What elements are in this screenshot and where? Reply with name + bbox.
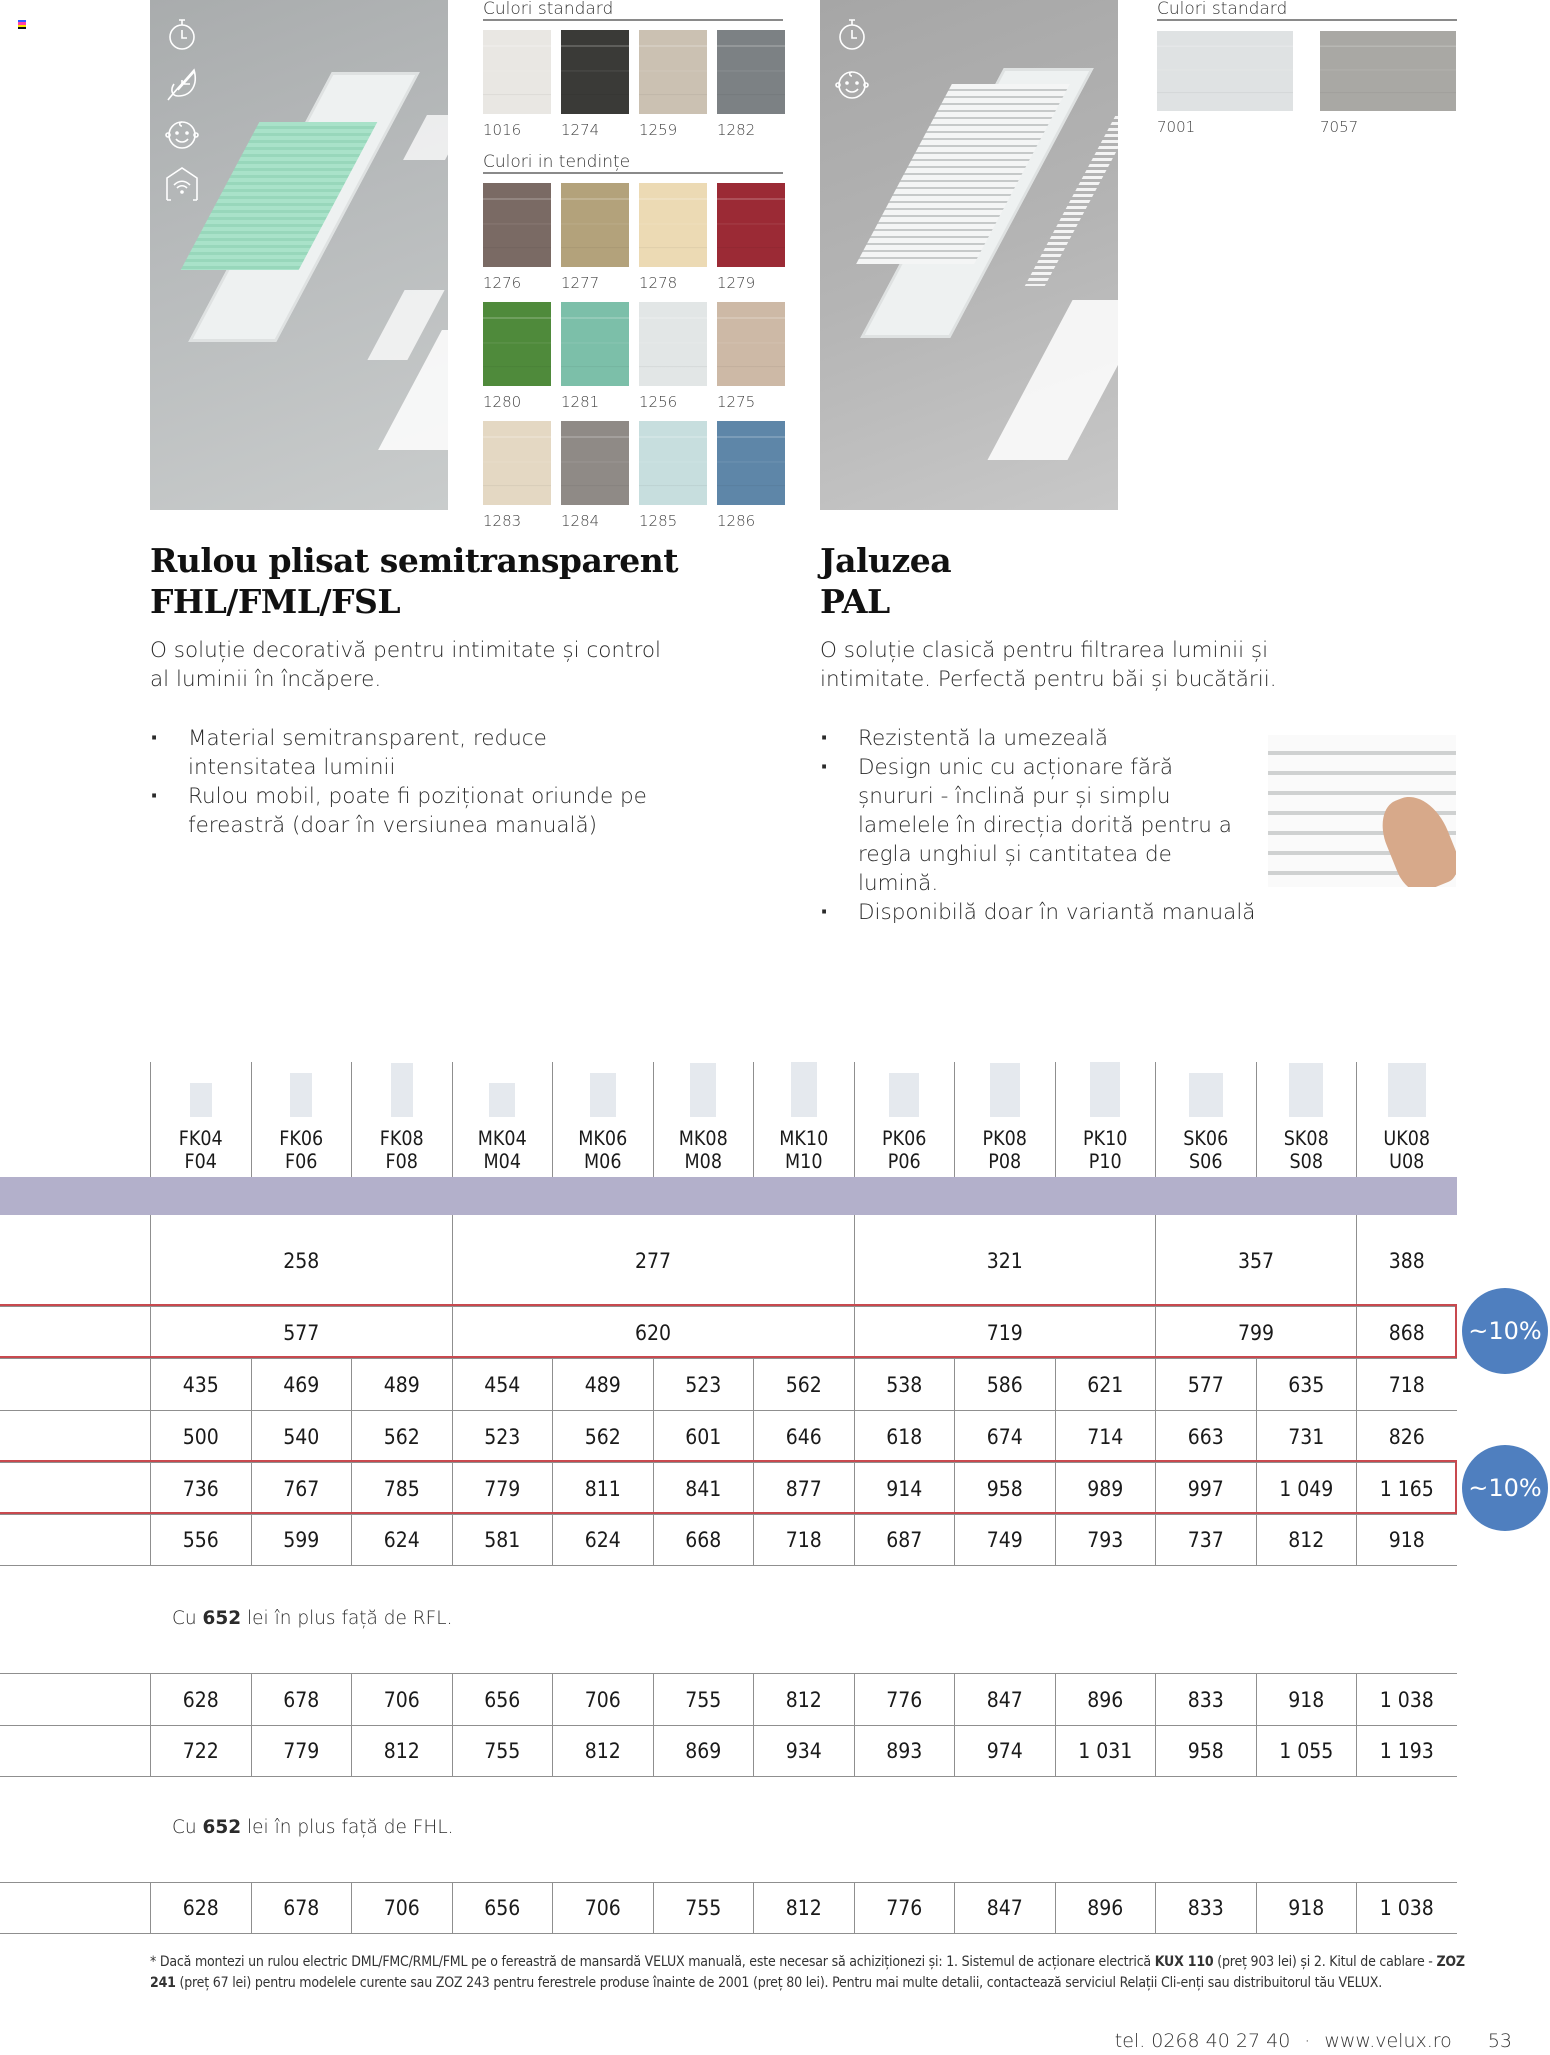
price-cell: 656 [452, 1883, 553, 1933]
price-cell: 767 [251, 1463, 352, 1514]
price-cell: 674 [954, 1411, 1055, 1462]
feature-list [820, 724, 1256, 927]
swatch-chip [639, 183, 707, 267]
price-cell: 500 [150, 1411, 251, 1462]
color-swatch [483, 30, 551, 141]
swatch-chip [483, 30, 551, 114]
price-cell: 706 [351, 1674, 452, 1725]
page-footer [1115, 2030, 1512, 2052]
price-cell: 454 [452, 1359, 553, 1410]
price-cell: 706 [351, 1883, 452, 1933]
price-cell: 277 [452, 1215, 854, 1306]
size-code: MK08 M08 [678, 1127, 728, 1173]
child-face-icon [834, 66, 870, 102]
pal-product-photo [820, 0, 1118, 510]
table-row [0, 1514, 1457, 1566]
color-swatch [483, 183, 551, 294]
window-size-icon [290, 1073, 312, 1117]
price-cell: 556 [150, 1515, 251, 1565]
swatch-code: 1283 [483, 512, 522, 530]
child-face-icon [164, 116, 200, 152]
swatch-code: 1274 [561, 121, 600, 139]
discount-badge: ~10% [1462, 1288, 1548, 1374]
swatch-code: 1278 [639, 274, 678, 292]
feature-item: · Rulou mobil, poate fi poziționat oriunde pe fereastră (doar în versiunea manuală) [150, 782, 670, 840]
color-swatch [1157, 31, 1293, 138]
swatch-code: 1016 [483, 121, 522, 139]
price-cell: 618 [854, 1411, 955, 1462]
swatch-chip [561, 421, 629, 505]
price-cell: 321 [854, 1215, 1156, 1306]
price-cell: 489 [552, 1359, 653, 1410]
price-cell: 974 [954, 1726, 1055, 1776]
swatch-code: 1286 [717, 512, 756, 530]
color-swatch [717, 421, 785, 532]
column-header [753, 1062, 854, 1177]
swatch-group-title: Culori standard [1157, 0, 1457, 21]
feature-icons [834, 16, 870, 102]
price-cell: 706 [552, 1674, 653, 1725]
feature-item: · Design unic cu acționare fără șnururi - înclină pur și simplu lamelele în direcția dorită pentru a regla unghiul și cantitatea de lumină. [820, 753, 1250, 898]
price-cell: 668 [653, 1515, 754, 1565]
price-cell: 722 [150, 1726, 251, 1776]
price-cell: 620 [452, 1307, 854, 1358]
price-cell: 914 [854, 1463, 955, 1514]
window-size-icon [190, 1083, 212, 1117]
color-swatch [561, 30, 629, 141]
price-cell: 562 [552, 1411, 653, 1462]
swatch-chip [717, 30, 785, 114]
price-cell: 896 [1055, 1883, 1156, 1933]
product-title: Jaluzea PAL [820, 541, 952, 621]
price-note-fhl: Cu 652 lei în plus față de FHL. [172, 1817, 454, 1838]
swatch-code: 1284 [561, 512, 600, 530]
price-cell: 706 [552, 1883, 653, 1933]
feature-item: · Disponibilă doar în variantă manuală [820, 898, 1280, 927]
table-row [0, 1673, 1457, 1725]
price-cell: 621 [1055, 1359, 1156, 1410]
color-swatch [639, 421, 707, 532]
price-cell: 628 [150, 1674, 251, 1725]
swatch-code: 7057 [1320, 118, 1359, 136]
swatch-chip [717, 421, 785, 505]
price-cell: 841 [653, 1463, 754, 1514]
price-cell: 812 [753, 1883, 854, 1933]
price-cell: 577 [150, 1307, 452, 1358]
swatch-code: 1276 [483, 274, 522, 292]
column-header [552, 1062, 653, 1177]
price-cell: 736 [150, 1463, 251, 1514]
color-swatch [717, 183, 785, 294]
price-cell: 599 [251, 1515, 352, 1565]
table-header-band [0, 1177, 1457, 1215]
price-cell: 469 [251, 1359, 352, 1410]
price-cell: 749 [954, 1515, 1055, 1565]
swatch-code: 1279 [717, 274, 756, 292]
table-row [0, 1462, 1457, 1514]
price-cell: 577 [1155, 1359, 1256, 1410]
column-header [954, 1062, 1055, 1177]
price-cell: 918 [1256, 1674, 1357, 1725]
price-cell: 1 049 [1256, 1463, 1357, 1514]
color-swatch [717, 30, 785, 141]
color-swatch [1320, 31, 1456, 138]
table-row [0, 1306, 1457, 1358]
product-fhl [150, 540, 710, 840]
window-size-icon [1090, 1062, 1120, 1117]
column-header [1356, 1062, 1457, 1177]
color-swatch [639, 183, 707, 294]
venetian-blind [856, 84, 1070, 264]
price-cell: 1 055 [1256, 1726, 1357, 1776]
color-swatch [483, 302, 551, 413]
swatch-chip [717, 183, 785, 267]
price-cell: 868 [1356, 1307, 1457, 1358]
column-header [452, 1062, 553, 1177]
fhl-product-photo [150, 0, 448, 510]
price-cell: 635 [1256, 1359, 1357, 1410]
swatch-code: 1285 [639, 512, 678, 530]
price-cell: 847 [954, 1883, 1055, 1933]
swatch-chip [561, 183, 629, 267]
price-cell: 357 [1155, 1215, 1356, 1306]
price-cell: 779 [251, 1726, 352, 1776]
swatch-group-title: Culori standard [483, 0, 783, 21]
color-swatch [717, 302, 785, 413]
color-swatch [639, 30, 707, 141]
price-cell: 893 [854, 1726, 955, 1776]
discount-badge: ~10% [1462, 1445, 1548, 1531]
price-cell: 628 [150, 1883, 251, 1933]
column-header [351, 1062, 452, 1177]
price-cell: 718 [1356, 1359, 1457, 1410]
footer-website-link[interactable]: www.velux.ro [1324, 2030, 1452, 2052]
window-size-icon [391, 1063, 413, 1117]
table-row [0, 1410, 1457, 1462]
price-cell: 812 [552, 1726, 653, 1776]
price-cell: 714 [1055, 1411, 1156, 1462]
price-cell: 586 [954, 1359, 1055, 1410]
timer-icon [164, 16, 200, 52]
window-size-icon [489, 1083, 515, 1117]
price-cell: 656 [452, 1674, 553, 1725]
price-cell: 833 [1155, 1674, 1256, 1725]
size-code: MK04 M04 [477, 1127, 527, 1173]
price-cell: 958 [954, 1463, 1055, 1514]
price-cell: 779 [452, 1463, 553, 1514]
price-cell: 719 [854, 1307, 1156, 1358]
table-row [0, 1725, 1457, 1777]
price-note-rfl: Cu 652 lei în plus față de RFL. [172, 1608, 453, 1629]
price-cell: 678 [251, 1674, 352, 1725]
product-title: Rulou plisat semitransparent FHL/FML/FSL [150, 541, 678, 621]
window-size-icon [690, 1063, 716, 1117]
size-code: PK06 P06 [882, 1127, 927, 1173]
swatch-chip [561, 302, 629, 386]
swatch-chip [561, 30, 629, 114]
size-code: SK06 S06 [1183, 1127, 1229, 1173]
price-cell: 799 [1155, 1307, 1356, 1358]
price-cell: 388 [1356, 1215, 1457, 1306]
swatch-chip [483, 421, 551, 505]
price-cell: 755 [653, 1883, 754, 1933]
price-cell: 958 [1155, 1726, 1256, 1776]
price-cell: 776 [854, 1883, 955, 1933]
window-size-icon [889, 1073, 919, 1117]
size-code: SK08 S08 [1283, 1127, 1329, 1173]
size-code: FK06 F06 [279, 1127, 324, 1173]
page-number: 53 [1487, 2030, 1512, 2052]
leaf-icon [164, 66, 200, 102]
price-cell: 934 [753, 1726, 854, 1776]
price-cell: 918 [1256, 1883, 1357, 1933]
swatch-code: 1277 [561, 274, 600, 292]
price-cell: 1 031 [1055, 1726, 1156, 1776]
window-size-icon [1388, 1063, 1426, 1117]
price-cell: 755 [653, 1674, 754, 1725]
column-header [653, 1062, 754, 1177]
size-code: PK08 P08 [982, 1127, 1027, 1173]
price-cell: 1 038 [1356, 1674, 1457, 1725]
price-cell: 847 [954, 1674, 1055, 1725]
price-cell: 601 [653, 1411, 754, 1462]
feature-item: · Rezistentă la umezeală [820, 724, 1250, 753]
price-cell: 793 [1055, 1515, 1156, 1565]
swatch-group-title: Culori in tendințe [483, 153, 783, 174]
swatch-chip [1320, 31, 1456, 111]
price-cell: 562 [351, 1411, 452, 1462]
swatch-code: 7001 [1157, 118, 1196, 136]
price-cell: 663 [1155, 1411, 1256, 1462]
swatch-code: 1256 [639, 393, 678, 411]
price-cell: 1 165 [1356, 1463, 1457, 1514]
swatch-code: 1280 [483, 393, 522, 411]
color-swatch [483, 421, 551, 532]
price-cell: 489 [351, 1359, 452, 1410]
window-size-icon [791, 1062, 817, 1117]
price-cell: 646 [753, 1411, 854, 1462]
price-cell: 562 [753, 1359, 854, 1410]
timer-icon [834, 16, 870, 52]
size-code: MK10 M10 [779, 1127, 829, 1173]
print-color-mark [18, 20, 26, 29]
price-cell: 523 [653, 1359, 754, 1410]
table-row [0, 1882, 1457, 1934]
price-cell: 755 [452, 1726, 553, 1776]
window-size-icon [1289, 1063, 1323, 1117]
price-cell: 776 [854, 1674, 955, 1725]
price-cell: 718 [753, 1515, 854, 1565]
size-code: FK04 F04 [178, 1127, 223, 1173]
size-code: PK10 P10 [1083, 1127, 1128, 1173]
column-header [251, 1062, 352, 1177]
price-cell: 538 [854, 1359, 955, 1410]
color-swatch [561, 183, 629, 294]
price-cell: 1 038 [1356, 1883, 1457, 1933]
size-code: FK08 F08 [379, 1127, 424, 1173]
price-cell: 896 [1055, 1674, 1156, 1725]
price-cell: 523 [452, 1411, 553, 1462]
swatch-code: 1282 [717, 121, 756, 139]
price-cell: 812 [351, 1726, 452, 1776]
price-cell: 624 [351, 1515, 452, 1565]
product-description: O soluție clasică pentru filtrarea luminii și intimitate. Perfectă pentru băi și bucătării. [820, 638, 1277, 692]
price-cell: 989 [1055, 1463, 1156, 1514]
column-header [150, 1062, 251, 1177]
swatch-chip [1157, 31, 1293, 111]
feature-list [150, 724, 670, 840]
footer-separator: · [1304, 2030, 1311, 2052]
window-size-icon [1189, 1073, 1223, 1117]
size-code: MK06 M06 [578, 1127, 628, 1173]
swatch-chip [639, 421, 707, 505]
window-size-icon [590, 1073, 616, 1117]
price-cell: 812 [753, 1674, 854, 1725]
smart-home-wifi-icon [164, 166, 200, 202]
price-cell: 678 [251, 1883, 352, 1933]
price-cell: 540 [251, 1411, 352, 1462]
table-header [150, 1062, 1457, 1177]
price-cell: 918 [1356, 1515, 1457, 1565]
swatch-chip [717, 302, 785, 386]
price-cell: 624 [552, 1515, 653, 1565]
fhl-swatches-trending [483, 153, 783, 532]
price-cell: 1 193 [1356, 1726, 1457, 1776]
price-cell: 435 [150, 1359, 251, 1410]
product-description: O soluție decorativă pentru intimitate și control al luminii în încăpere. [150, 638, 661, 692]
price-cell: 581 [452, 1515, 553, 1565]
price-cell: 826 [1356, 1411, 1457, 1462]
column-header [1256, 1062, 1357, 1177]
price-cell: 811 [552, 1463, 653, 1514]
swatch-chip [483, 302, 551, 386]
price-cell: 833 [1155, 1883, 1256, 1933]
swatch-code: 1275 [717, 393, 756, 411]
color-swatch [561, 421, 629, 532]
swatch-code: 1281 [561, 393, 600, 411]
color-swatch [561, 302, 629, 413]
price-cell: 731 [1256, 1411, 1357, 1462]
feature-icons [164, 16, 200, 202]
table-row [0, 1215, 1457, 1306]
price-cell: 737 [1155, 1515, 1256, 1565]
price-cell: 258 [150, 1215, 452, 1306]
column-header [1055, 1062, 1156, 1177]
feature-item: · Material semitransparent, reduce intensitatea luminii [150, 724, 670, 782]
table-row [0, 1358, 1457, 1410]
price-cell: 877 [753, 1463, 854, 1514]
pal-swatches-standard [1157, 0, 1457, 138]
footer-phone: tel. 0268 40 27 40 [1114, 2030, 1291, 2052]
size-code: UK08 U08 [1383, 1127, 1431, 1173]
column-header [854, 1062, 955, 1177]
price-cell: 812 [1256, 1515, 1357, 1565]
color-swatch [639, 302, 707, 413]
price-cell: 997 [1155, 1463, 1256, 1514]
swatch-chip [639, 302, 707, 386]
pal-handle-detail-photo [1268, 735, 1456, 887]
price-cell: 869 [653, 1726, 754, 1776]
column-header [1155, 1062, 1256, 1177]
footnote: * Dacă montezi un rulou electric DML/FMC/RML/FML pe o fereastră de mansardă VELUX manuală, este necesar să achiziționezi și: 1. Sistemul de acționare electrică KUX 110 (preț 903 lei) și 2. Kitul de cablare - ZOZ 241 (preț 67 lei) pentru modelele curente sau ZOZ 243 pentru ferestrele produse înainte de 2001 (preț 80 lei). Pentru mai multe detalii, contactează serviciul Relații Cli-enți sau distribuitorul tău VELUX. [150, 1954, 1465, 1991]
fhl-swatches-standard [483, 0, 783, 141]
swatch-chip [639, 30, 707, 114]
window-size-icon [990, 1063, 1020, 1117]
swatch-code: 1259 [639, 121, 678, 139]
swatch-chip [483, 183, 551, 267]
price-cell: 785 [351, 1463, 452, 1514]
price-cell: 687 [854, 1515, 955, 1565]
